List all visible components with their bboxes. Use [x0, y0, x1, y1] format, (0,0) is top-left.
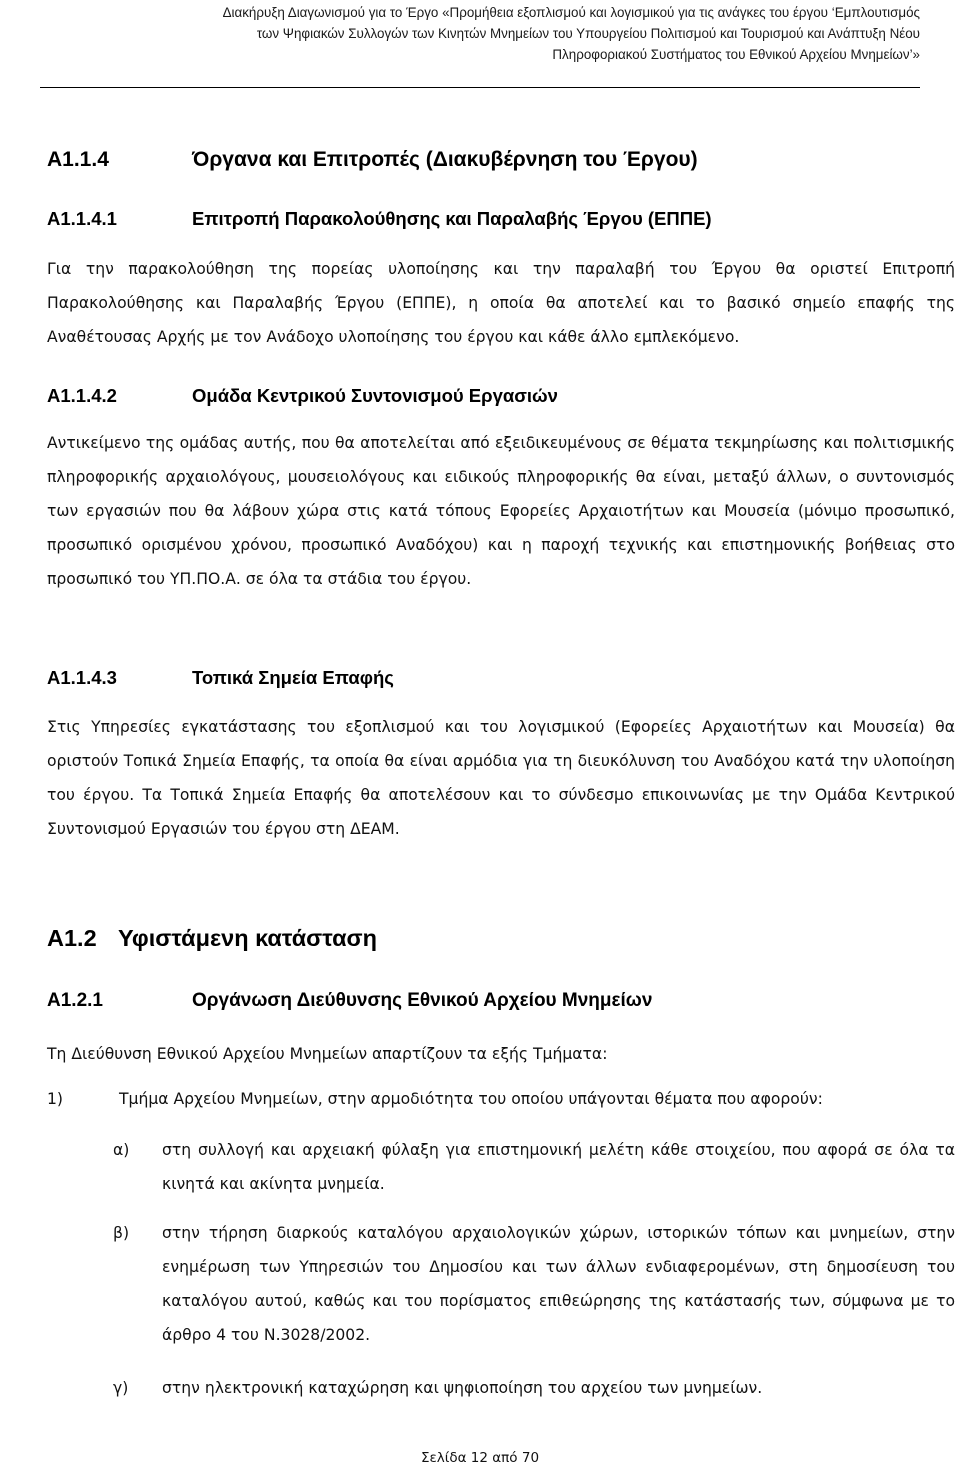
- sub-item-marker: γ): [113, 1379, 129, 1397]
- paragraph-intro: Τη Διεύθυνση Εθνικού Αρχείου Μνημείων απαρτίζουν τα εξής Τμήματα:: [47, 1045, 608, 1063]
- header-line-2: των Ψηφιακών Συλλογών των Κινητών Μνημείων του Υπουργείου Πολιτισμού και Τουρισμού και Ανάπτυξη Νέου: [256, 26, 920, 41]
- header-line-1: Διακήρυξη Διαγωνισμού για το Έργο «Προμήθεια εξοπλισμού και λογισμικού για τις ανάγκες του έργου ‘Εμπλουτισμός: [222, 5, 920, 20]
- section-title: Όργανα και Επιτροπές (Διακυβέρνηση του Έργου): [192, 148, 698, 171]
- paragraph-eppe: Για την παρακολούθηση της πορείας υλοποίησης και την παραλαβή του Έργου θα οριστεί Επιτροπή Παρακολούθησης και Παραλαβής Έργου (ΕΠΠΕ), η οποία θα αποτελεί και το βασικό σημείο επαφής της Αναθέτουσας Αρχής με τον Ανάδοχο υλοποίησης του έργου και κάθε άλλο εμπλεκόμενο.: [47, 260, 955, 346]
- paragraph-contact-points: Στις Υπηρεσίες εγκατάστασης του εξοπλισμού και του λογισμικού (Εφορείες Αρχαιοτήτων και Μουσεία) θα οριστούν Τοπικά Σημεία Επαφής, τα οποία θα είναι αρμόδια για τη διευκόλυνση του Αναδόχου κατά την υλοποίηση του έργου. Τα Τοπικά Σημεία Επαφής θα αποτελέσουν και το σύνδεσμο επικοινωνίας με την Ομάδα Κεντρικού Συντονισμού Εργασιών του έργου στη ΔΕΑΜ.: [47, 718, 955, 838]
- section-heading-a114: [47, 148, 698, 172]
- section-title: Ομάδα Κεντρικού Συντονισμού Εργασιών: [192, 385, 558, 406]
- sub-item-marker: β): [113, 1224, 130, 1242]
- section-number: Α1.2.1: [47, 990, 103, 1011]
- section-number: Α1.2: [47, 925, 97, 951]
- section-heading-a121: [47, 990, 653, 1012]
- section-title: Οργάνωση Διεύθυνσης Εθνικού Αρχείου Μνημείων: [192, 990, 653, 1011]
- header-line-3: Πληροφοριακού Συστήματος του Εθνικού Αρχείου Μνημείων’»: [552, 47, 920, 62]
- paragraph-coordination-team: Αντικείμενο της ομάδας αυτής, που θα αποτελείται από εξειδικευμένους σε θέματα τεκμηρίωσης και πολιτισμικής πληροφορικής αρχαιολόγους, μουσειολόγους και ειδικούς πληροφορικής θα είναι, μεταξύ άλλων, ο συντονισμός των εργασιών που θα λάβουν χώρα στις κατά τόπους Εφορείες Αρχαιοτήτων και Μουσεία (μόνιμο προσωπικό, προσωπικό ορισμένου χρόνου, προσωπικό Αναδόχου) και η παροχή τεχνικής και επιστημονικής βοήθειας στο προσωπικό του ΥΠ.ΠΟ.Α. σε όλα τα στάδια του έργου.: [47, 434, 955, 588]
- section-number: Α1.1.4.2: [47, 385, 117, 406]
- sub-item-marker: α): [113, 1141, 130, 1159]
- section-title: Υφιστάμενη κατάσταση: [118, 925, 377, 951]
- list-item-text: Τμήμα Αρχείου Μνημείων, στην αρμοδιότητα του οποίου υπάγονται θέματα που αφορούν:: [119, 1090, 823, 1108]
- section-heading-a1141: [47, 208, 712, 230]
- section-number: Α1.1.4: [47, 148, 109, 171]
- sub-item-text: στη συλλογή και αρχειακή φύλαξη για επιστημονική μελέτη κάθε στοιχείου, που αφορά σε όλα τα κινητά και ακίνητα μνημεία.: [162, 1141, 955, 1193]
- section-title: Τοπικά Σημεία Επαφής: [192, 667, 394, 688]
- section-number: Α1.1.4.1: [47, 208, 117, 229]
- section-heading-a1143: [47, 667, 394, 689]
- sub-item-text: στην τήρηση διαρκούς καταλόγου αρχαιολογικών χώρων, ιστορικών τόπων και μνημείων, στην ενημέρωση των Υπηρεσιών του Δημοσίου και των άλλων ενδιαφερομένων, στη δημοσίευση του καταλόγου αυτού, καθώς και του πορίσματος επιθεώρησης της κατάστασής των, σύμφωνα με το άρθρο 4 του Ν.3028/2002.: [162, 1224, 955, 1344]
- section-number: Α1.1.4.3: [47, 667, 117, 688]
- header-divider: [40, 87, 920, 88]
- list-marker: 1): [47, 1090, 64, 1108]
- page-number: Σελίδα 12 από 70: [420, 1450, 540, 1466]
- sub-item-text: στην ηλεκτρονική καταχώρηση και ψηφιοποίηση του αρχείου των μνημείων.: [162, 1379, 763, 1397]
- section-heading-a1142: [47, 385, 558, 407]
- page-header: [40, 2, 920, 65]
- section-title: Επιτροπή Παρακολούθησης και Παραλαβής Έργου (ΕΠΠΕ): [192, 208, 712, 229]
- section-heading-a12: [47, 925, 377, 952]
